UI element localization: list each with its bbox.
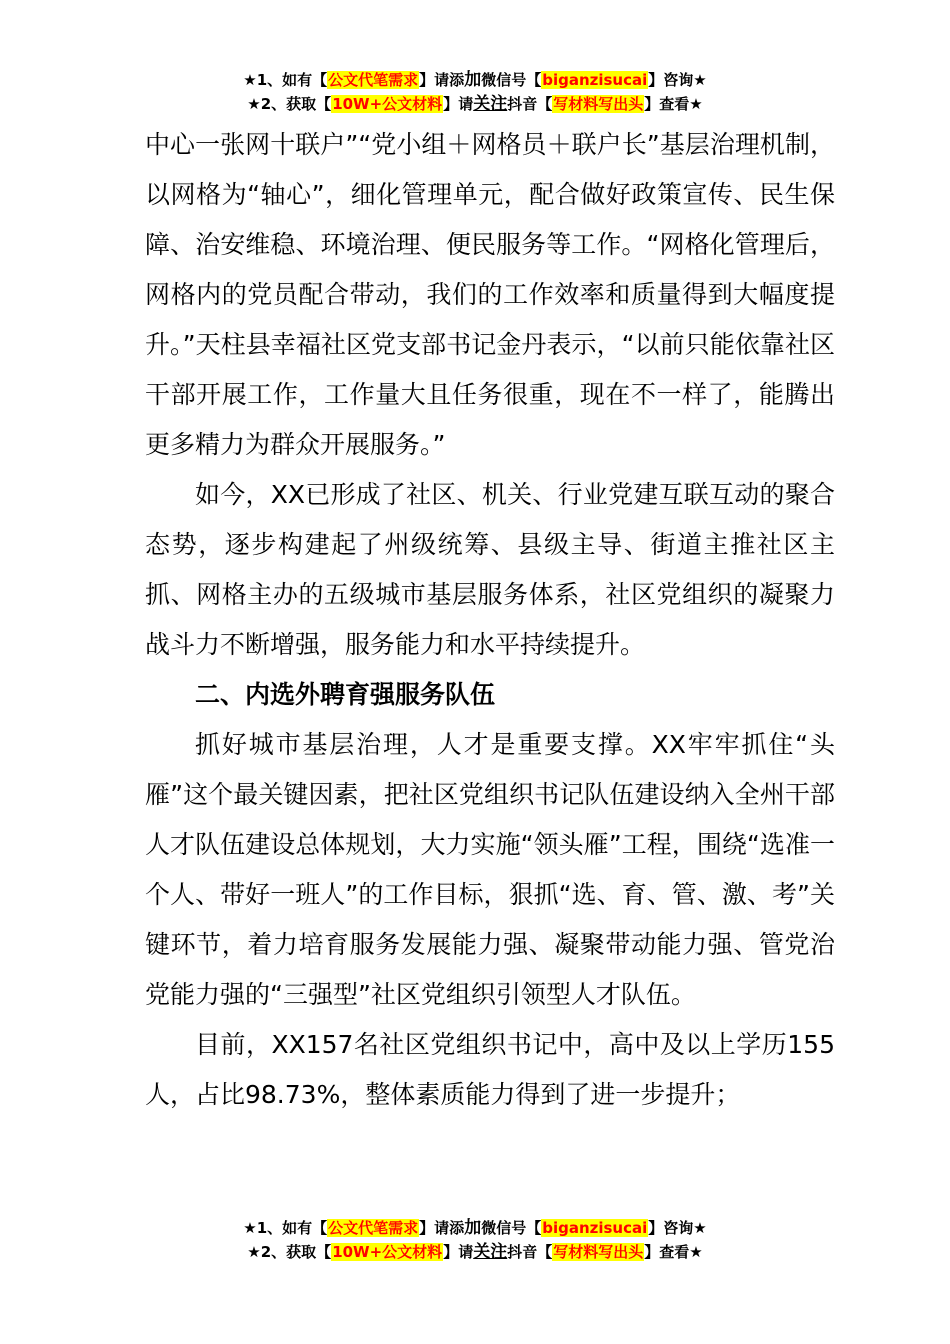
footer-banner bbox=[0, 1216, 950, 1264]
banner-text: ★2、获取【 bbox=[247, 1243, 332, 1261]
banner-text: 】请添 bbox=[419, 1219, 465, 1237]
paragraph: 如今，XX已形成了社区、机关、行业党建互联互动的聚合态势，逐步构建起了州级统筹、县级主导、街道主推社区主抓、网格主办的五级城市基层服务体系，社区党组织的凝聚力战斗力不断增强，服务能力和水平持续提升。 bbox=[145, 480, 835, 659]
banner-text: ★2、获取【 bbox=[247, 95, 332, 113]
paragraph: 中心一张网十联户”“党小组＋网格员＋联户长”基层治理机制，以网格为“轴心”，细化管理单元，配合做好政策宣传、民生保障、治安维稳、环境治理、便民服务等工作。“网格化管理后，网格内的党员配合带动，我们的工作效率和质量得到大幅度提升。”天柱县幸福社区党支部书记金丹表示，“以前只能依靠社区干部开展工作，工作量大且任务很重，现在不一样了，能腾出更多精力为群众开展服务。” bbox=[145, 130, 835, 459]
banner-line-1 bbox=[0, 68, 950, 92]
banner-text-underlined: 关注 bbox=[473, 1242, 508, 1262]
banner-line-2 bbox=[0, 1240, 950, 1264]
highlight-service: 公文代笔需求 bbox=[328, 71, 419, 89]
banner-text: ★1、如有【 bbox=[243, 1219, 328, 1237]
banner-text: 】查看★ bbox=[644, 95, 703, 113]
banner-line-1 bbox=[0, 1216, 950, 1240]
banner-text-underlined: 关注 bbox=[473, 94, 508, 114]
banner-text-large: 加 bbox=[464, 70, 482, 90]
highlight-douyin: 写材料写出头 bbox=[553, 1243, 644, 1261]
banner-text: 微信号【 bbox=[481, 71, 542, 89]
banner-line-2 bbox=[0, 92, 950, 116]
banner-text: 】咨询★ bbox=[648, 71, 707, 89]
banner-text: ★1、如有【 bbox=[243, 71, 328, 89]
section-heading: 二、内选外聘育强服务队伍 bbox=[195, 680, 496, 709]
paragraph: 目前，XX157名社区党组织书记中，高中及以上学历155人，占比98.73%，整体素质能力得到了进一步提升； bbox=[145, 1030, 835, 1109]
banner-text: 微信号【 bbox=[481, 1219, 542, 1237]
paragraph: 抓好城市基层治理，人才是重要支撑。XX牢牢抓住“头雁”这个最关键因素，把社区党组织书记队伍建设纳入全州干部人才队伍建设总体规划，大力实施“领头雁”工程，围绕“选准一个人、带好一班人”的工作目标，狠抓“选、育、管、激、考”关键环节，着力培育服务发展能力强、凝聚带动能力强、管党治党能力强的“三强型”社区党组织引领型人才队伍。 bbox=[145, 730, 835, 1009]
banner-text: 】咨询★ bbox=[648, 1219, 707, 1237]
banner-text: 】查看★ bbox=[644, 1243, 703, 1261]
banner-text: 】请 bbox=[443, 95, 474, 113]
highlight-materials: 10W+公文材料 bbox=[332, 95, 443, 113]
banner-text: 】请添 bbox=[419, 71, 465, 89]
banner-text: 抖音【 bbox=[507, 1243, 553, 1261]
document-body bbox=[145, 120, 835, 1120]
highlight-wechat-id: biganzisucai bbox=[542, 71, 648, 89]
banner-text-large: 加 bbox=[464, 1218, 482, 1238]
highlight-wechat-id: biganzisucai bbox=[542, 1219, 648, 1237]
highlight-douyin: 写材料写出头 bbox=[553, 95, 644, 113]
banner-text: 】请 bbox=[443, 1243, 474, 1261]
highlight-service: 公文代笔需求 bbox=[328, 1219, 419, 1237]
banner-text: 抖音【 bbox=[507, 95, 553, 113]
header-banner bbox=[0, 68, 950, 116]
highlight-materials: 10W+公文材料 bbox=[332, 1243, 443, 1261]
